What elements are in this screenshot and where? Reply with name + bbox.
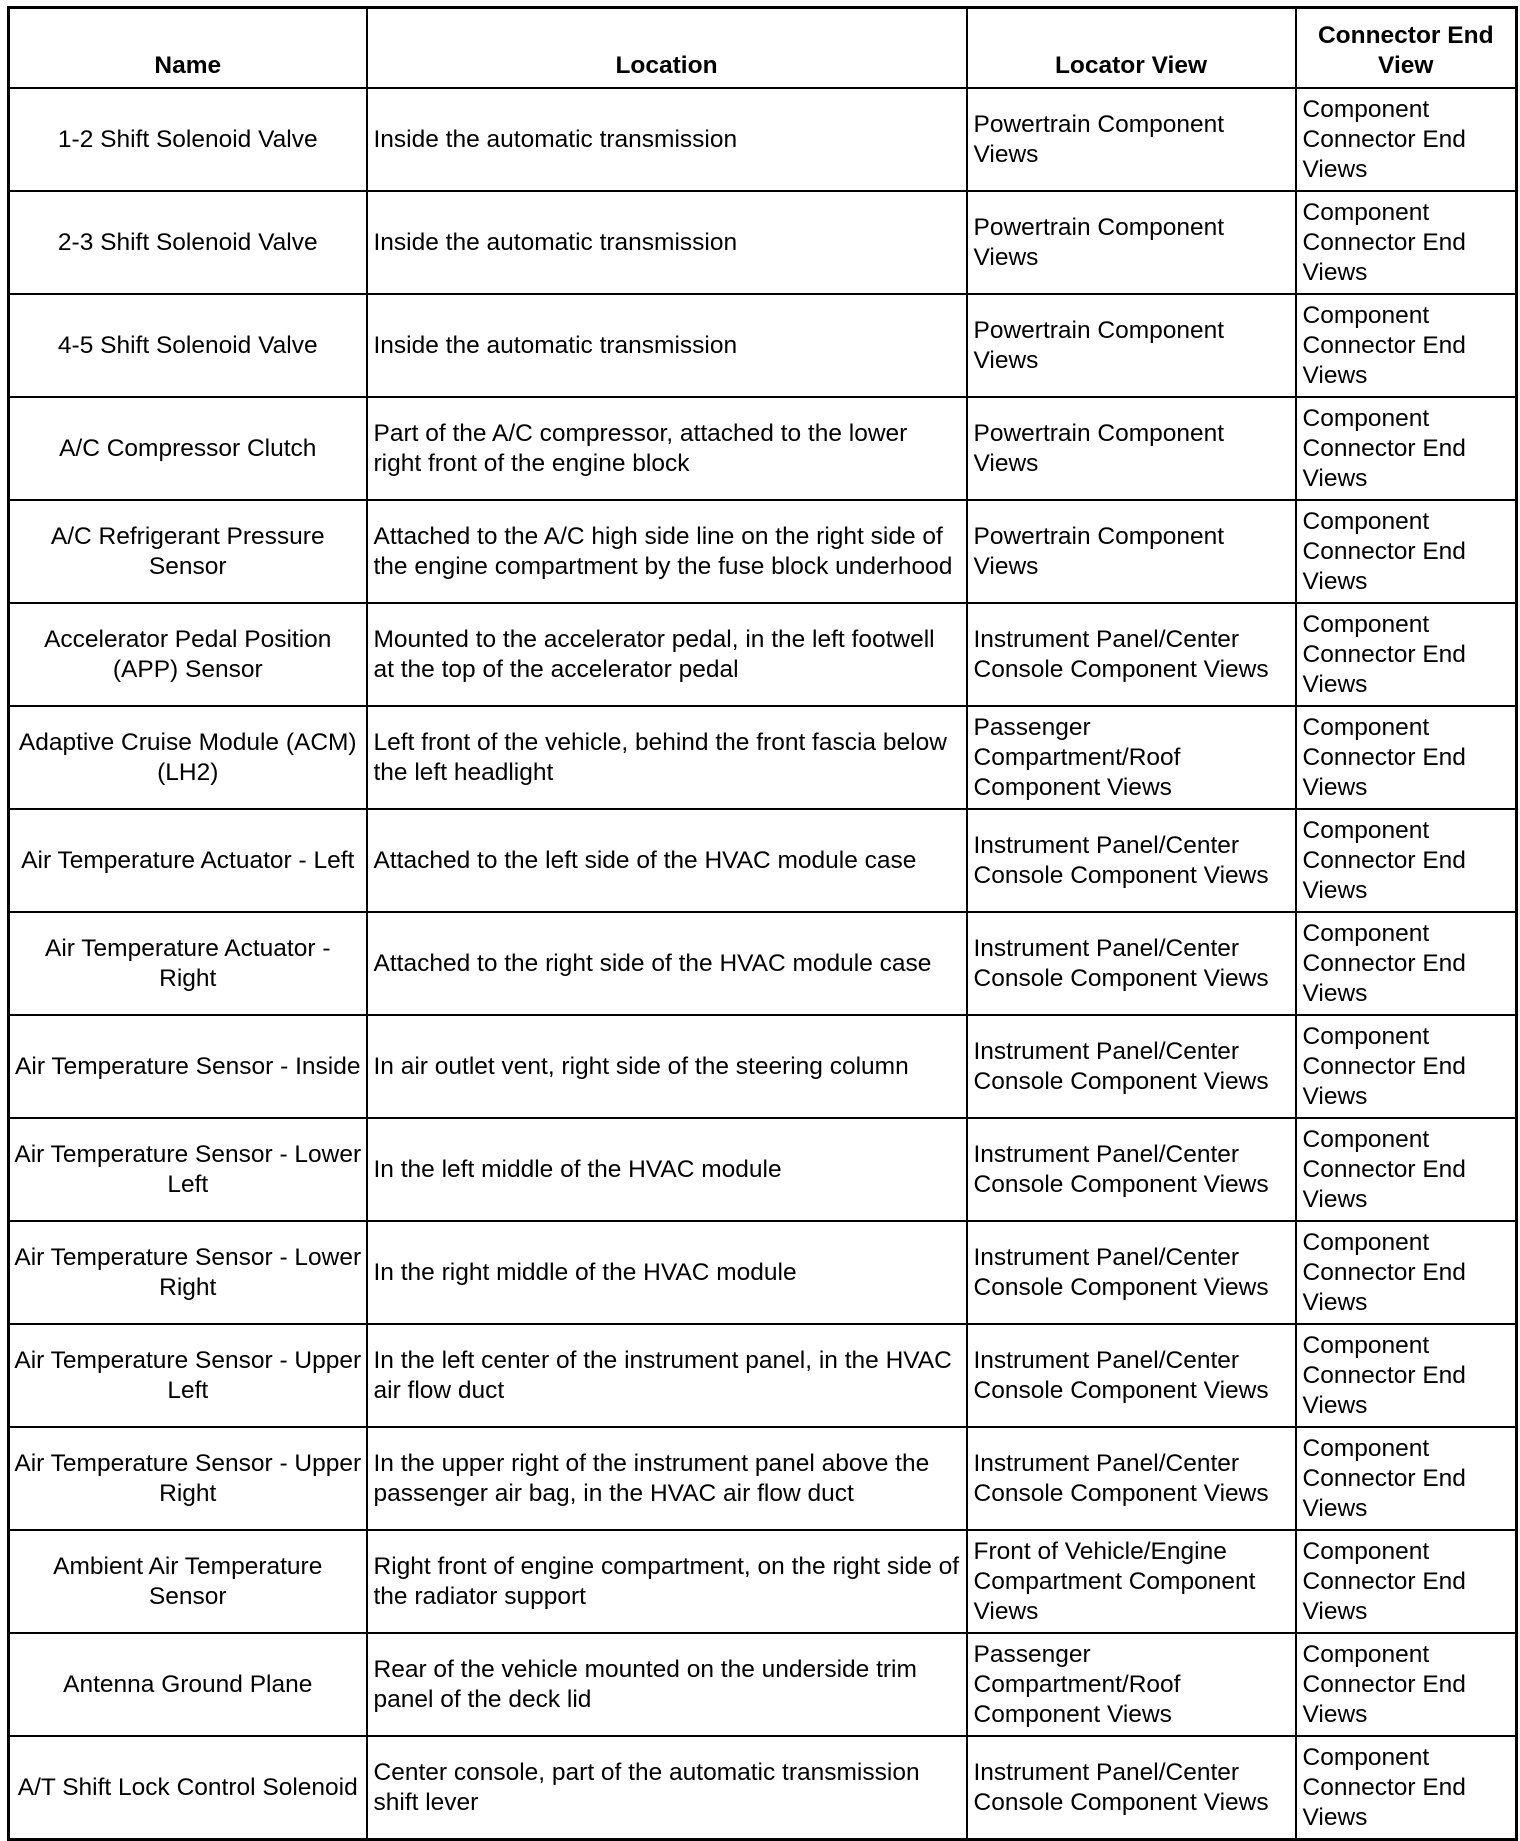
table-row [9,1015,1517,1118]
cell-connector-end-view: Component Connector End Views [1296,397,1517,500]
cell-location: Attached to the right side of the HVAC module case [367,912,967,1015]
cell-name: Air Temperature Sensor - Lower Left [9,1118,367,1221]
table-body [9,88,1517,1840]
cell-name: Accelerator Pedal Position (APP) Sensor [9,603,367,706]
table-row [9,500,1517,603]
cell-locator-view: Powertrain Component Views [967,294,1296,397]
cell-location: Mounted to the accelerator pedal, in the left footwell at the top of the accelerator pedal [367,603,967,706]
cell-name: A/C Compressor Clutch [9,397,367,500]
cell-connector-end-view: Component Connector End Views [1296,1736,1517,1840]
cell-locator-view: Instrument Panel/Center Console Component Views [967,1427,1296,1530]
cell-location: In air outlet vent, right side of the steering column [367,1015,967,1118]
cell-connector-end-view: Component Connector End Views [1296,1530,1517,1633]
header-location: Location [367,8,967,89]
table-row [9,1118,1517,1221]
table-row [9,397,1517,500]
cell-connector-end-view: Component Connector End Views [1296,294,1517,397]
table-row [9,1427,1517,1530]
cell-location: In the left middle of the HVAC module [367,1118,967,1221]
cell-name: Air Temperature Sensor - Upper Right [9,1427,367,1530]
cell-location: Inside the automatic transmission [367,294,967,397]
cell-connector-end-view: Component Connector End Views [1296,1427,1517,1530]
cell-name: A/T Shift Lock Control Solenoid [9,1736,367,1840]
cell-name: 2-3 Shift Solenoid Valve [9,191,367,294]
cell-location: Attached to the A/C high side line on the right side of the engine compartment by the fuse block underhood [367,500,967,603]
header-name: Name [9,8,367,89]
header-locator-view: Locator View [967,8,1296,89]
table-row [9,603,1517,706]
cell-connector-end-view: Component Connector End Views [1296,1633,1517,1736]
table-row [9,1530,1517,1633]
cell-name: Air Temperature Sensor - Upper Left [9,1324,367,1427]
cell-location: Right front of engine compartment, on the right side of the radiator support [367,1530,967,1633]
cell-connector-end-view: Component Connector End Views [1296,1221,1517,1324]
table-row [9,88,1517,191]
table-row [9,1324,1517,1427]
cell-name: A/C Refrigerant Pressure Sensor [9,500,367,603]
table-row [9,1633,1517,1736]
table-header [9,8,1517,89]
cell-locator-view: Instrument Panel/Center Console Component Views [967,1221,1296,1324]
cell-connector-end-view: Component Connector End Views [1296,809,1517,912]
cell-location: In the upper right of the instrument panel above the passenger air bag, in the HVAC air flow duct [367,1427,967,1530]
cell-locator-view: Front of Vehicle/Engine Compartment Component Views [967,1530,1296,1633]
cell-connector-end-view: Component Connector End Views [1296,1015,1517,1118]
cell-location: Inside the automatic transmission [367,191,967,294]
cell-locator-view: Passenger Compartment/Roof Component Views [967,1633,1296,1736]
cell-name: Air Temperature Actuator - Right [9,912,367,1015]
table-row [9,191,1517,294]
cell-connector-end-view: Component Connector End Views [1296,500,1517,603]
header-connector-end-view: Connector End View [1296,8,1517,89]
cell-locator-view: Powertrain Component Views [967,397,1296,500]
cell-connector-end-view: Component Connector End Views [1296,88,1517,191]
cell-name: Air Temperature Sensor - Inside [9,1015,367,1118]
cell-connector-end-view: Component Connector End Views [1296,706,1517,809]
table-row [9,706,1517,809]
cell-name: Air Temperature Actuator - Left [9,809,367,912]
cell-location: Left front of the vehicle, behind the front fascia below the left headlight [367,706,967,809]
cell-locator-view: Powertrain Component Views [967,191,1296,294]
cell-locator-view: Instrument Panel/Center Console Component Views [967,912,1296,1015]
cell-locator-view: Instrument Panel/Center Console Component Views [967,1324,1296,1427]
cell-locator-view: Instrument Panel/Center Console Component Views [967,1736,1296,1840]
cell-connector-end-view: Component Connector End Views [1296,603,1517,706]
cell-location: In the right middle of the HVAC module [367,1221,967,1324]
table-row [9,294,1517,397]
cell-connector-end-view: Component Connector End Views [1296,1118,1517,1221]
cell-name: Antenna Ground Plane [9,1633,367,1736]
table-row [9,1736,1517,1840]
table-row [9,912,1517,1015]
cell-connector-end-view: Component Connector End Views [1296,1324,1517,1427]
cell-locator-view: Instrument Panel/Center Console Component Views [967,809,1296,912]
cell-connector-end-view: Component Connector End Views [1296,191,1517,294]
cell-locator-view: Instrument Panel/Center Console Component Views [967,1118,1296,1221]
cell-name: Ambient Air Temperature Sensor [9,1530,367,1633]
cell-location: Attached to the left side of the HVAC module case [367,809,967,912]
cell-name: Air Temperature Sensor - Lower Right [9,1221,367,1324]
cell-location: Part of the A/C compressor, attached to the lower right front of the engine block [367,397,967,500]
header-row [9,8,1517,89]
cell-name: 1-2 Shift Solenoid Valve [9,88,367,191]
table-row [9,809,1517,912]
cell-connector-end-view: Component Connector End Views [1296,912,1517,1015]
cell-name: 4-5 Shift Solenoid Valve [9,294,367,397]
component-locator-table [7,6,1518,1841]
cell-locator-view: Instrument Panel/Center Console Component Views [967,603,1296,706]
cell-name: Adaptive Cruise Module (ACM) (LH2) [9,706,367,809]
cell-locator-view: Instrument Panel/Center Console Component Views [967,1015,1296,1118]
cell-locator-view: Powertrain Component Views [967,500,1296,603]
table-row [9,1221,1517,1324]
cell-locator-view: Passenger Compartment/Roof Component Views [967,706,1296,809]
cell-locator-view: Powertrain Component Views [967,88,1296,191]
component-locator-sheet [7,6,1518,1841]
cell-location: Center console, part of the automatic transmission shift lever [367,1736,967,1840]
cell-location: Rear of the vehicle mounted on the underside trim panel of the deck lid [367,1633,967,1736]
cell-location: In the left center of the instrument panel, in the HVAC air flow duct [367,1324,967,1427]
cell-location: Inside the automatic transmission [367,88,967,191]
